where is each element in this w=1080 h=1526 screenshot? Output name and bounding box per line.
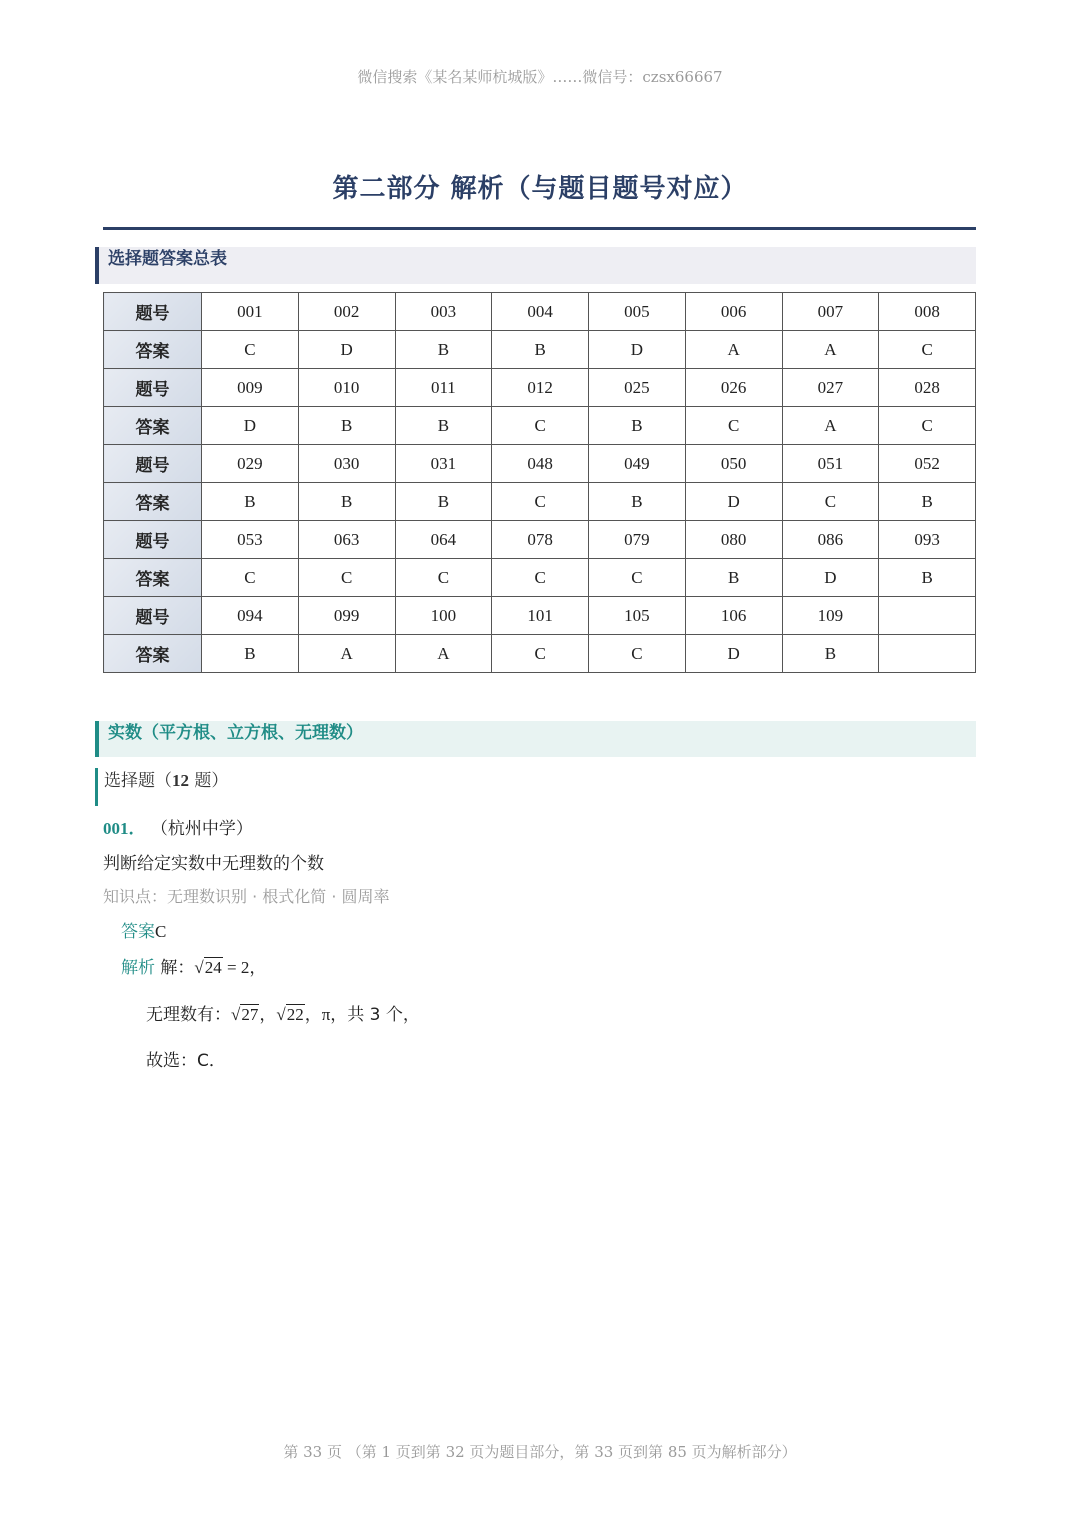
answer-line	[121, 917, 166, 942]
subheading-count: 12	[172, 771, 189, 790]
analysis-line-2	[146, 1000, 420, 1025]
subheading-suffix: 题）	[189, 771, 229, 791]
row-label: 题号	[104, 521, 202, 559]
answer-cell: C	[685, 407, 782, 445]
footer-note: 第 33 页 （第 1 页到第 32 页为题目部分，第 33 页到第 85 页为解析部分）	[283, 1443, 797, 1461]
question-header	[103, 814, 253, 839]
question-number-row	[104, 597, 976, 635]
answer-cell: B	[395, 331, 492, 369]
answer-cell: C	[298, 559, 395, 597]
question-number-cell: 078	[492, 521, 589, 559]
question-number-cell: 109	[782, 597, 879, 635]
question-number-row	[104, 521, 976, 559]
question-number-cell: 049	[589, 445, 686, 483]
answer-cell: B	[202, 483, 299, 521]
row-label: 答案	[104, 407, 202, 445]
analysis-line-1	[121, 953, 266, 978]
row-label: 题号	[104, 597, 202, 635]
answer-row	[104, 559, 976, 597]
answer-cell: D	[685, 483, 782, 521]
question-number-cell: 009	[202, 369, 299, 407]
sqrt-24: √24	[194, 958, 222, 977]
question-number-cell: 026	[685, 369, 782, 407]
question-number-cell: 048	[492, 445, 589, 483]
question-number-cell: 011	[395, 369, 492, 407]
header-note: 微信搜索《某名某师杭城版》……微信号：czsx66667	[357, 68, 723, 86]
question-number: 001．	[103, 819, 146, 838]
answer-cell: B	[395, 407, 492, 445]
answer-cell: D	[589, 331, 686, 369]
page-title: 第二部分 解析（与题目题号对应）	[332, 174, 748, 204]
question-type-subheading	[95, 768, 228, 806]
question-number-cell: 007	[782, 293, 879, 331]
question-number-cell: 025	[589, 369, 686, 407]
answer-cell: B	[395, 483, 492, 521]
answer-cell: A	[685, 331, 782, 369]
answer-row	[104, 407, 976, 445]
question-source: （杭州中学）	[150, 819, 253, 839]
answer-row	[104, 635, 976, 673]
answer-cell: D	[298, 331, 395, 369]
equation-1-rest: = 2，	[222, 958, 267, 977]
question-number-cell: 031	[395, 445, 492, 483]
pi-term: π，	[321, 1005, 348, 1024]
answer-cell: A	[395, 635, 492, 673]
answer-cell: C	[879, 331, 976, 369]
row-label: 题号	[104, 369, 202, 407]
question-number-row	[104, 293, 976, 331]
question-number-cell: 050	[685, 445, 782, 483]
row-label: 答案	[104, 635, 202, 673]
question-number-cell: 052	[879, 445, 976, 483]
answer-cell: B	[298, 407, 395, 445]
answer-cell: B	[492, 331, 589, 369]
question-number-cell: 086	[782, 521, 879, 559]
question-number-cell: 002	[298, 293, 395, 331]
row-label: 答案	[104, 331, 202, 369]
question-number-cell: 004	[492, 293, 589, 331]
answer-cell: C	[202, 331, 299, 369]
section-heading	[95, 721, 976, 757]
irrational-list-prefix: 无理数有：	[146, 1005, 231, 1025]
question-number-cell: 100	[395, 597, 492, 635]
answer-cell: C	[492, 407, 589, 445]
answer-cell: A	[782, 407, 879, 445]
question-number-cell: 053	[202, 521, 299, 559]
analysis-conclusion: 故选：C．	[146, 1051, 226, 1071]
question-number-row	[104, 445, 976, 483]
answer-cell: C	[589, 559, 686, 597]
question-stem: 判断给定实数中无理数的个数	[103, 854, 324, 874]
answer-cell: B	[589, 407, 686, 445]
answer-cell: C	[492, 635, 589, 673]
question-number-cell: 079	[589, 521, 686, 559]
question-number-cell: 003	[395, 293, 492, 331]
question-number-cell: 029	[202, 445, 299, 483]
question-number-row	[104, 369, 976, 407]
question-number-cell: 010	[298, 369, 395, 407]
question-number-cell: 094	[202, 597, 299, 635]
question-number-cell: 001	[202, 293, 299, 331]
answer-cell: C	[492, 559, 589, 597]
answer-row	[104, 483, 976, 521]
answer-cell: B	[879, 483, 976, 521]
row-label: 答案	[104, 483, 202, 521]
answer-summary-table	[103, 292, 976, 673]
answer-cell: D	[782, 559, 879, 597]
answer-cell	[879, 635, 976, 673]
question-number-cell	[879, 597, 976, 635]
question-number-cell: 051	[782, 445, 879, 483]
answer-cell: D	[202, 407, 299, 445]
section-heading-text: 实数（平方根、立方根、无理数）	[108, 723, 363, 743]
title-divider	[103, 227, 976, 230]
answer-row	[104, 331, 976, 369]
row-label: 答案	[104, 559, 202, 597]
answer-cell: B	[202, 635, 299, 673]
question-number-cell: 106	[685, 597, 782, 635]
analysis-intro: 解：	[160, 958, 195, 978]
question-number-cell: 030	[298, 445, 395, 483]
question-number-cell: 099	[298, 597, 395, 635]
question-number-cell: 063	[298, 521, 395, 559]
question-number-cell: 080	[685, 521, 782, 559]
answer-cell: A	[298, 635, 395, 673]
question-number-cell: 012	[492, 369, 589, 407]
analysis-label: 解析	[121, 958, 155, 978]
sqrt-27: √27	[231, 1005, 259, 1024]
answer-cell: C	[202, 559, 299, 597]
answer-table-heading-text: 选择题答案总表	[108, 249, 227, 269]
knowledge-points: 知识点：无理数识别 · 根式化简 · 圆周率	[103, 887, 390, 906]
answer-cell: D	[685, 635, 782, 673]
question-number-cell: 105	[589, 597, 686, 635]
row-label: 题号	[104, 293, 202, 331]
answer-cell: C	[395, 559, 492, 597]
sqrt-22: √22	[276, 1005, 304, 1024]
question-number-cell: 028	[879, 369, 976, 407]
answer-value: C	[155, 922, 167, 941]
count-text: 共 3 个，	[347, 1005, 420, 1025]
separator-1: ，	[259, 1005, 277, 1025]
answer-cell: A	[782, 331, 879, 369]
answer-cell: C	[782, 483, 879, 521]
answer-cell: B	[879, 559, 976, 597]
answer-cell: C	[879, 407, 976, 445]
subheading-prefix: 选择题（	[104, 771, 172, 791]
answer-cell: B	[782, 635, 879, 673]
answer-cell: B	[298, 483, 395, 521]
row-label: 题号	[104, 445, 202, 483]
answer-label: 答案	[121, 922, 155, 942]
question-number-cell: 006	[685, 293, 782, 331]
question-number-cell: 008	[879, 293, 976, 331]
answer-cell: C	[492, 483, 589, 521]
answer-cell: B	[685, 559, 782, 597]
answer-cell: B	[589, 483, 686, 521]
answer-table-heading	[95, 247, 976, 284]
question-number-cell: 101	[492, 597, 589, 635]
answer-cell: C	[589, 635, 686, 673]
question-number-cell: 093	[879, 521, 976, 559]
question-number-cell: 005	[589, 293, 686, 331]
separator-2: ，	[304, 1005, 322, 1025]
question-number-cell: 027	[782, 369, 879, 407]
question-number-cell: 064	[395, 521, 492, 559]
